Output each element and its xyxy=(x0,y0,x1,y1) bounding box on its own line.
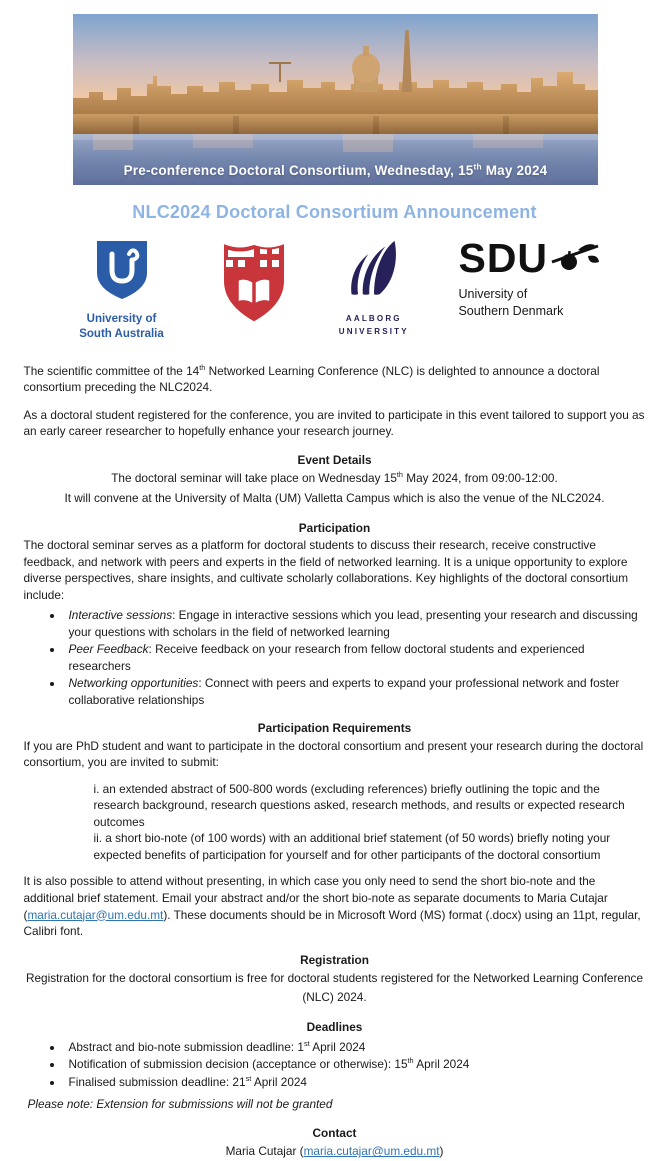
aau-logo xyxy=(326,240,422,339)
skyline-illustration xyxy=(73,14,598,185)
event-details-line2: It will convene at the University of Malta (UM) Valletta Campus which is also the venue of the NLC2024. xyxy=(64,490,605,505)
sdu-apple-branch-icon xyxy=(552,240,600,276)
deadlines-heading: Deadlines xyxy=(306,1020,363,1035)
bullet-lead: Interactive sessions xyxy=(68,608,173,623)
deadline-ordinal: st xyxy=(245,1073,252,1083)
unisa-logo xyxy=(61,240,183,342)
requirements-intro: If you are PhD student and want to participate in the doctoral consortium and present your research during the doctoral consortium, you are invited to submit: xyxy=(23,738,644,770)
document-body xyxy=(24,363,646,1161)
event-details-heading: Event Details xyxy=(297,452,372,467)
deadline-text: Finalised submission deadline: 21 xyxy=(68,1074,246,1089)
participation-bullet-list xyxy=(24,607,646,708)
deadline-abstract xyxy=(64,1039,646,1056)
participation-intro: The doctoral seminar serves as a platform for doctoral students to discuss their research, receive constructive feedback, and network with peers and experts in the field of networked learning. It is a unique opportunity to explore diverse perspectives, share insights, and cultivate scholarly collaborations. Key highlights of the doctoral consortium include: xyxy=(23,538,629,602)
deadline-text-end: April 2024 xyxy=(251,1074,307,1089)
requirements-heading: Participation Requirements xyxy=(257,721,412,736)
sdu-logo-text xyxy=(458,286,608,320)
aau-line1: AALBORG xyxy=(345,314,402,323)
event-details-line1 xyxy=(24,469,646,488)
extension-note: Please note: Extension for submissions will not be granted xyxy=(27,1097,333,1112)
bullet-text: : Connect with peers and experts to expand your professional network and foster collaborative relationships xyxy=(68,676,620,707)
caption-ordinal: th xyxy=(473,161,482,172)
event-line1-ordinal: th xyxy=(396,470,403,480)
caption-text-end: May 2024 xyxy=(481,163,548,178)
bullet-networking xyxy=(64,675,646,708)
partner-logos-row xyxy=(61,235,609,342)
deadline-finalised xyxy=(64,1074,646,1091)
contact-name: Maria Cutajar ( xyxy=(225,1144,304,1159)
malta-crest-icon xyxy=(220,240,288,326)
outro-text-end: ). These documents should be in Microsoft Word (MS) format (.docx) using an 11pt, regular, Calibri font. xyxy=(23,907,641,939)
aau-swoosh-icon xyxy=(345,240,403,298)
unisa-line1: University of xyxy=(86,313,157,325)
contact-heading: Contact xyxy=(312,1125,357,1140)
aau-logo-text xyxy=(326,313,422,339)
sdu-line1: University of xyxy=(458,286,528,301)
aau-line2: UNIVERSITY xyxy=(338,326,409,336)
intro-paragraph-1 xyxy=(24,363,646,396)
bullet-lead: Peer Feedback xyxy=(68,642,149,657)
requirement-item-i: i. an extended abstract of 500-800 words (excluding references) briefly outlining the topic and the research background, research questions asked, research methods, and results or expected research outcomes xyxy=(93,781,625,829)
outro-text: It is also possible to attend without presenting, in which case you only need to send the short bio-note and the additional brief statement. Email your abstract and/or the short bio-note as separate documents to Maria Cutajar ( xyxy=(23,874,608,922)
registration-line: Registration for the doctoral consortium is free for doctoral students registered for the Networked Learning Conference (NLC) 2024. xyxy=(25,971,644,1005)
participation-heading: Participation xyxy=(298,520,371,535)
sdu-logo xyxy=(458,235,608,320)
caption-text: Pre-conference Doctoral Consortium, Wednesday, 15 xyxy=(123,163,474,178)
deadline-notification xyxy=(64,1056,646,1073)
p1-text: The scientific committee of the 14 xyxy=(23,363,200,378)
contact-line xyxy=(24,1142,646,1161)
bullet-text: : Engage in interactive sessions which you lead, presenting your research and discussing your questions with scholars in the field of networked learning xyxy=(68,608,638,639)
event-line1-text: The doctoral seminar will take place on Wednesday 15 xyxy=(111,471,397,486)
deadline-ordinal: th xyxy=(407,1056,414,1066)
bullet-text: : Receive feedback on your research from fellow doctoral students and experienced researchers xyxy=(68,642,585,673)
malta-crest-logo xyxy=(219,240,289,331)
deadline-text-end: April 2024 xyxy=(309,1039,366,1054)
unisa-logo-text xyxy=(61,312,183,342)
requirement-item-ii: ii. a short bio-note (of 100 words) with an additional brief statement (of 50 words) briefly noting your expected benefits of participation for yourself and for other participants of the doctoral consortium xyxy=(93,831,611,862)
bullet-interactive-sessions xyxy=(64,607,646,640)
valletta-skyline-photo xyxy=(73,14,598,185)
requirements-items xyxy=(24,781,646,864)
unisa-line2: South Australia xyxy=(79,327,164,340)
email-link[interactable]: maria.cutajar@um.edu.mt xyxy=(27,907,164,922)
deadlines-bullet-list xyxy=(24,1039,646,1091)
contact-email-link[interactable]: maria.cutajar@um.edu.mt xyxy=(303,1144,440,1159)
page-title: NLC2024 Doctoral Consortium Announcement xyxy=(132,202,537,222)
deadline-text-end: April 2024 xyxy=(413,1057,470,1072)
sdu-line2: Southern Denmark xyxy=(458,303,564,318)
contact-line-end: ) xyxy=(439,1144,444,1159)
requirements-outro xyxy=(24,873,646,939)
unisa-shield-icon xyxy=(96,240,148,300)
deadline-text: Abstract and bio-note submission deadline: 1 xyxy=(68,1039,304,1054)
registration-heading: Registration xyxy=(300,952,369,967)
photo-banner-caption xyxy=(73,163,598,178)
p1-ordinal: th xyxy=(199,362,206,372)
event-line1-text-end: May 2024, from 09:00-12:00. xyxy=(403,471,558,486)
intro-paragraph-2: As a doctoral student registered for the conference, you are invited to participate in this event tailored to support you as an early career researcher to hopefully enhance your research journey. xyxy=(23,407,645,439)
announcement-document xyxy=(0,14,669,1159)
deadline-text: Notification of submission decision (acceptance or otherwise): 15 xyxy=(68,1057,408,1072)
bullet-peer-feedback xyxy=(64,641,646,674)
deadline-ordinal: st xyxy=(303,1038,310,1048)
bullet-lead: Networking opportunities xyxy=(68,676,199,691)
sdu-wordmark: SDU xyxy=(458,235,549,281)
p1-text-end: Networked Learning Conference (NLC) is delighted to announce a doctoral consortium preceding the NLC2024. xyxy=(23,363,600,395)
